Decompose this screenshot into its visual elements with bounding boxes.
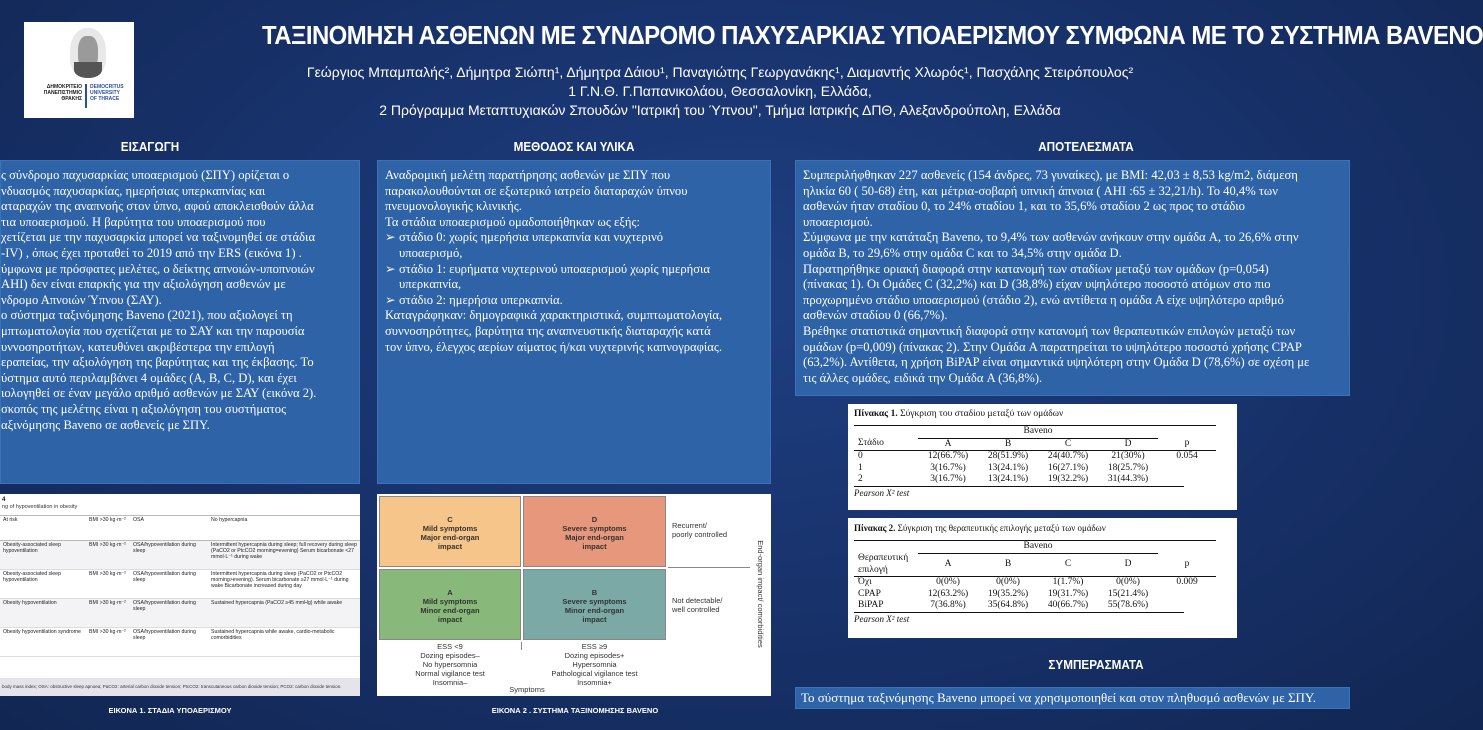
methods-line: πνευμονολογικής κλινικής. bbox=[385, 199, 522, 214]
table-group-header: Baveno bbox=[918, 426, 1158, 439]
intro-line: ιολογηθεί σε έναν μεγάλο αριθμό ασθενών με ΣΑΥ (εικόνα 2). bbox=[1, 386, 317, 401]
table-cell: OSA/hypoventilation during sleep bbox=[130, 541, 208, 570]
logo-divider bbox=[85, 84, 87, 108]
table-column-header: p bbox=[1158, 438, 1216, 451]
intro-line: νδρομο Απνοιών Ύπνου (ΣΑΥ). bbox=[1, 292, 162, 307]
table-cell: 0(0%) bbox=[1116, 577, 1140, 587]
quadrant-a-line-3: impact bbox=[437, 615, 463, 624]
results-line: ομάδων (p=0,009) (πίνακας 2). Στην Ομάδα A παρατηρείται το υψηλότερο ποσοστό χρήσης CPAP bbox=[803, 339, 1302, 354]
quadrant-a-line-1: Mild symptoms bbox=[422, 597, 478, 606]
intro-line: τια υποαερισμού. Η βαρύτητα του υποαερισμού που bbox=[1, 214, 266, 229]
results-line: Παρατηρήθηκε οριακή διαφορά στην κατανομή των σταδίων μεταξύ των ομάδων (p=0,054) bbox=[803, 261, 1269, 276]
quadrant-b bbox=[523, 569, 666, 640]
table-cell: 0.054 bbox=[1176, 451, 1198, 461]
figure-2-right-axis-label: End-organ impact/ comorbidities bbox=[756, 540, 765, 648]
quadrant-a bbox=[379, 569, 521, 640]
table-1-panel bbox=[848, 404, 1237, 510]
table-cell: 3(16.7%) bbox=[930, 474, 966, 484]
author-block bbox=[150, 63, 1290, 120]
logo-text-english: DEMOCRITUS UNIVERSITY OF THRACE bbox=[90, 84, 124, 102]
quadrant-d bbox=[523, 496, 666, 567]
table-2-footnote: Pearson X² test bbox=[854, 612, 1184, 624]
methods-line: Αναδρομική μελέτη παρατήρησης ασθενών με ΣΠΥ που bbox=[385, 168, 671, 182]
results-line: (63,2%). Αντίθετα, η χρήση BiPAP είναι σημαντικά υψηλότερη στην Ομάδα D (78,6%) σε σχέση με bbox=[803, 355, 1310, 370]
affiliation-1: 1 Γ.Ν.Θ. Γ.Παπανικολάου, Θεσσαλονίκη, Ελλάδα, bbox=[568, 83, 872, 99]
table-column-header: p bbox=[1158, 553, 1216, 577]
quadrant-c-line-2: Major end-organ bbox=[420, 533, 480, 542]
table-cell: Obesity hypoventilation bbox=[0, 599, 86, 628]
figure-1-label: 4 bbox=[2, 497, 6, 503]
figure-2-caption: ΕΙΚΟΝΑ 2 . ΣΥΣΤΗΜΑ ΤΑΞΙΝΟΜΗΣΗΣ BAVENO bbox=[491, 706, 659, 715]
figure-2-divider-bottom bbox=[521, 642, 522, 650]
intro-line: μπτωματολογία που σχετίζεται με το ΣΑΥ και την παρουσία bbox=[1, 323, 305, 338]
methods-line: συννοσηρότητες, βαρύτητα της αναπνευστικής διαταραχής κατά bbox=[385, 323, 711, 338]
methods-line: τον ύπνο, έλεγχος αερίων αίματος ή/και νυχτερινής καπνογραφίας. bbox=[385, 339, 723, 354]
results-heading: ΑΠΟΤΕΛΕΣΜΑΤΑ bbox=[1038, 139, 1134, 154]
table-row bbox=[0, 541, 360, 570]
figure-2-bottom-left-label: ESS <9 Dozing episodes– No hypersomnia Normal vigilance test Insomnia– bbox=[415, 642, 485, 687]
table-cell: BMI >30 kg·m⁻² bbox=[86, 599, 130, 628]
table-cell: 12(63.2%) bbox=[927, 588, 969, 599]
quadrant-b-line-1: Severe symptoms bbox=[562, 597, 627, 606]
quadrant-a-line-2: Minor end-organ bbox=[420, 606, 480, 615]
intro-line: σκοπός της μελέτης είναι η αξιολόγηση του συστήματος bbox=[1, 401, 287, 416]
logo-text-greek: ΔΗΜΟΚΡΙΤΕΙΟ ΠΑΝΕΠΙΣΤΗΜΙΟ ΘΡΑΚΗΣ bbox=[43, 84, 82, 102]
table-row bbox=[854, 577, 1216, 589]
intro-line: ύστημα αυτό περιλαμβάνει 4 ομάδες (A, B, C, D), και έχει bbox=[1, 370, 297, 385]
table-cell: OSA/hypoventilation during sleep bbox=[130, 570, 208, 599]
results-line: ασθενών ήταν σταδίου 0, το 24% σταδίου 1, και το 35,6% σταδίου 2 ως προς το στάδιο bbox=[803, 199, 1245, 214]
quadrant-a-label: A bbox=[447, 588, 453, 597]
table-cell bbox=[1158, 463, 1216, 475]
methods-bullet-line: στάδιο 2: ημερήσια υπερκαπνία. ➢ bbox=[385, 292, 563, 307]
table-cell: 0(0%) bbox=[996, 577, 1020, 587]
table-cell: Intermittent hypercapnia during sleep; full recovery during sleep (PaCO2 or PtcCO2 morning=evening) Serum bicarbonate <27 mmol·L⁻¹ during wake bbox=[208, 541, 360, 570]
table-cell: 15(21.4%) bbox=[1107, 588, 1149, 599]
methods-bullet-line: στάδιο 1: ευρήματα νυχτερινού υποαερισμού χωρίς ημερήσια ➢ bbox=[385, 261, 710, 276]
quadrant-c-line-1: Mild symptoms bbox=[422, 524, 478, 533]
table-cell bbox=[1158, 589, 1216, 601]
intro-line: -IV) , όπως έχει προταθεί το 2019 από την ERS (εικόνα 1) . bbox=[1, 245, 302, 260]
table-header-row bbox=[854, 553, 1216, 577]
figure-2-divider-right bbox=[668, 567, 750, 568]
table-cell: OSA/hypoventilation during sleep bbox=[130, 628, 208, 657]
table-2-panel bbox=[848, 518, 1237, 638]
table-cell: 55(78.6%) bbox=[1107, 600, 1149, 610]
methods-text bbox=[385, 168, 770, 355]
table-cell: 24(40.7%) bbox=[1047, 451, 1089, 461]
democritus-beard-icon bbox=[74, 62, 102, 78]
table-cell: Sustained hypercapnia (PaCO2 ≥45 mmHg) while awake bbox=[208, 599, 360, 628]
table-row-header: Στάδιο bbox=[854, 438, 918, 451]
figure-1-footnote: body mass index; OSA: obstructive sleep apnoea; PaCO2: arterial carbon dioxide tension; PtcCO2: transcutaneous carbon dioxide tension; PCO2: carbon dioxide tension. bbox=[0, 678, 360, 696]
intro-line: εραπείας, την αξιολόγηση της βαρύτητας και της έκβασης. Το bbox=[1, 355, 314, 370]
figure-1-hypoventilation-stages bbox=[0, 494, 360, 696]
table-cell: 19(31.7%) bbox=[1047, 588, 1089, 599]
table-cell: 18(25.7%) bbox=[1107, 462, 1149, 473]
bullet-arrow-icon: ➢ bbox=[385, 230, 396, 245]
figure-1-subtitle: ng of hypoventilation in obesity bbox=[0, 503, 360, 516]
table-cell: Obesity-associated sleep hypoventilation bbox=[0, 541, 86, 570]
results-text bbox=[803, 168, 1349, 386]
table-row bbox=[854, 463, 1216, 475]
results-line: τις άλλες ομάδες, ειδικά την Ομάδα A (36,8%). bbox=[803, 370, 1043, 385]
table-blank-cell bbox=[1158, 541, 1216, 554]
figure-2-right-bottom-label: Not detectable/ well controlled bbox=[672, 596, 723, 614]
table-column-header: C bbox=[1038, 553, 1098, 577]
table-cell: 31(44.3%) bbox=[1107, 474, 1149, 484]
quadrant-c-label: C bbox=[447, 515, 453, 524]
methods-line: Τα στάδια υποαερισμού ομαδοποιήθηκαν ως εξής: bbox=[385, 214, 640, 229]
table-cell: 0(0%) bbox=[936, 577, 960, 587]
quadrant-c bbox=[379, 496, 521, 567]
table-1 bbox=[854, 425, 1216, 486]
bullet-arrow-icon: ➢ bbox=[385, 261, 396, 276]
table-cell: 0 bbox=[858, 451, 863, 461]
table-column-header: B bbox=[978, 553, 1038, 577]
table-cell: 2 bbox=[858, 474, 863, 484]
quadrant-b-label: B bbox=[591, 588, 598, 597]
table-row bbox=[0, 599, 360, 628]
table-2-title: Πίνακας 2. Σύγκριση της θεραπευτικής επιλογής μεταξύ των ομάδων bbox=[854, 523, 1106, 533]
results-line: Σύμφωνα με την κατάταξη Baveno, το 9,4% των ασθενών ανήκουν στην ομάδα A, το 26,6% στην bbox=[803, 230, 1299, 245]
methods-line: παρακολουθούνται σε εξωτερικό ιατρείο διαταραχών ύπνου bbox=[385, 183, 688, 198]
results-line: ηλικία 60 ( 50-68) έτη, και μέτρια-σοβαρή υπνική άπνοια ( AHI :65 ± 32,21/h). Το 40,4% των bbox=[803, 183, 1278, 198]
figure-1-table bbox=[0, 516, 360, 657]
table-column-header: D bbox=[1098, 553, 1158, 577]
row-header-line: επιλογή bbox=[858, 564, 888, 575]
table-cell: 21(30%) bbox=[1111, 451, 1145, 461]
table-cell: BMI >30 kg·m⁻² bbox=[86, 541, 130, 570]
results-line: προχωρημένο στάδιο υποαερισμού (στάδιο 2), ενώ αντίθετα η ομάδα A είχε υψηλότερο αριθμό bbox=[803, 292, 1284, 307]
quadrant-d-line-1: Severe symptoms bbox=[562, 524, 627, 533]
methods-heading: ΜΕΘΟΔΟΣ ΚΑΙ ΥΛΙΚΑ bbox=[513, 139, 635, 154]
table-1-title: Πίνακας 1. Σύγκριση του σταδίου μεταξύ των ομάδων bbox=[854, 409, 1064, 419]
table-row bbox=[0, 628, 360, 657]
intro-line: AHI) δεν είναι επαρκής για την αξιολόγηση ασθενών με bbox=[1, 277, 286, 292]
table-cell: 13(24.1%) bbox=[987, 474, 1029, 484]
intro-line: ς σύνδρομο παχυσαρκίας υποαερισμού (ΣΠΥ) ορίζεται ο bbox=[1, 168, 290, 182]
table-cell: 0.009 bbox=[1176, 577, 1198, 587]
university-logo bbox=[24, 22, 134, 118]
results-line: Βρέθηκε στατιστικά σημαντική διαφορά στην κατανομή των θεραπευτικών επιλογών μεταξύ των bbox=[803, 323, 1296, 338]
table-row bbox=[0, 570, 360, 599]
table-row bbox=[854, 474, 1216, 486]
table-1-footnote: Pearson X² test bbox=[854, 486, 1184, 498]
header-cell: OSA bbox=[130, 516, 208, 541]
intro-line: νδυασμός παχυσαρκίας, ημερήσιας υπερκαπνίας και bbox=[1, 183, 266, 198]
table-cell: 7(36.8%) bbox=[930, 600, 966, 610]
table-column-header: C bbox=[1038, 438, 1098, 451]
row-header-line: Θεραπευτική bbox=[858, 553, 909, 563]
table-column-header: B bbox=[978, 438, 1038, 451]
table-blank-cell bbox=[1158, 426, 1216, 439]
table-cell: CPAP bbox=[858, 588, 881, 599]
intro-line: αταραχών της αναπνοής στον ύπνο, αφού αποκλεισθούν άλλα bbox=[1, 199, 314, 214]
table-cell: 3(16.7%) bbox=[930, 462, 966, 473]
table-cell: 35(64.8%) bbox=[987, 600, 1029, 610]
results-box bbox=[795, 160, 1350, 396]
intro-line: ύμφωνα με πρόσφατες μελέτες, ο δείκτης απνοιών-υποπνοιών bbox=[1, 261, 315, 276]
table-cell: 1 bbox=[858, 462, 863, 473]
table-cell: 40(66.7%) bbox=[1047, 600, 1089, 610]
results-line: ομάδα B, το 29,6% στην ομάδα C και το 34,5% στην ομάδα D. bbox=[803, 245, 1122, 260]
table-cell: Obesity hypoventilation syndrome bbox=[0, 628, 86, 657]
table-header-row bbox=[854, 438, 1216, 451]
quadrant-b-line-3: impact bbox=[582, 615, 607, 624]
table-row bbox=[854, 451, 1216, 463]
table-cell bbox=[1158, 600, 1216, 612]
figure-1-caption: ΕΙΚΟΝΑ 1. ΣΤΑΔΙΑ ΥΠΟΑΕΡΙΣΜΟΥ bbox=[108, 706, 232, 715]
quadrant-d-line-3: impact bbox=[582, 542, 607, 551]
affiliation-2: 2 Πρόγραμμα Μεταπτυχιακών Σπουδών "Ιατρική του Ύπνου", Τμήμα Ιατρικής ΔΠΘ, Αλεξανδρούπολη, Ελλάδα bbox=[379, 102, 1061, 118]
table-blank-cell bbox=[854, 541, 918, 554]
table-cell: 16(27.1%) bbox=[1047, 462, 1089, 473]
conclusions-heading: ΣΥΜΠΕΡΑΣΜΑΤΑ bbox=[1048, 657, 1144, 672]
methods-bullet-line: στάδιο 0: χωρίς ημερήσια υπερκαπνία και νυχτερινό ➢ bbox=[385, 230, 664, 245]
table-cell: Obesity-associated sleep hypoventilation bbox=[0, 570, 86, 599]
table-cell: OSA/hypoventilation during sleep bbox=[130, 599, 208, 628]
table-row bbox=[854, 600, 1216, 612]
intro-line: χετίζεται με την παχυσαρκία μπορεί να ταξινομηθεί σε στάδια bbox=[1, 230, 316, 245]
results-line: Συμπεριλήφθηκαν 227 ασθενείς (154 άνδρες, 73 γυναίκες), με BMI: 42,03 ± 8,53 kg/m2, διάμεση bbox=[803, 168, 1298, 182]
table-cell bbox=[1158, 474, 1216, 486]
table-row bbox=[854, 589, 1216, 601]
results-line: ασθενών σταδίου 0 (66,7%). bbox=[803, 308, 948, 323]
header-cell: At risk bbox=[0, 516, 86, 541]
quadrant-d-label: D bbox=[591, 515, 598, 524]
table-column-header: D bbox=[1098, 438, 1158, 451]
intro-line: υννοσηροτήτων, κατευθύνει ακριβέστερα την επιλογή bbox=[1, 339, 275, 354]
figure-2-bottom-axis-label: Symptoms bbox=[509, 685, 545, 694]
intro-text bbox=[1, 168, 359, 433]
intro-box bbox=[0, 160, 360, 484]
quadrant-c-line-3: impact bbox=[437, 542, 463, 551]
table-cell: 12(66.7%) bbox=[927, 451, 969, 461]
table-row-header bbox=[854, 553, 918, 577]
poster-title: ΤΑΞΙΝΟΜΗΣΗ ΑΣΘΕΝΩΝ ΜΕ ΣΥΝΔΡΟΜΟ ΠΑΧΥΣΑΡΚΙΑΣ ΥΠΟΑΕΡΙΣΜΟΥ ΣΥΜΦΩΝΑ ΜΕ ΤΟ ΣΥΣΤΗΜΑ BAVENO bbox=[262, 20, 1483, 50]
methods-box bbox=[377, 160, 771, 484]
table-header-row bbox=[0, 516, 360, 541]
table-cell: BMI >30 kg·m⁻² bbox=[86, 570, 130, 599]
intro-heading: ΕΙΣΑΓΩΓΗ bbox=[120, 139, 180, 154]
table-2 bbox=[854, 540, 1216, 612]
results-line: (πίνακας 1). Οι Ομάδες C (32,2%) και D (38,8%) είχαν υψηλότερο ποσοστό ατόμων στο πιο bbox=[803, 277, 1271, 292]
table-cell: Sustained hypercapnia while awake, cardio-metabolic comorbidities bbox=[208, 628, 360, 657]
figure-2-baveno-system bbox=[377, 494, 771, 696]
methods-bullet-line: υποαερισμό, bbox=[399, 245, 463, 260]
header-cell: No hypercapnia bbox=[208, 516, 360, 541]
header-cell: BMI >30 kg·m⁻² bbox=[86, 516, 130, 541]
intro-line: αξινόμησης Baveno σε ασθενείς με ΣΠΥ. bbox=[1, 417, 210, 432]
authors: Γεώργιος Μπαμπαλής², Δήμητρα Σιώπη¹, Δήμητρα Δάιου¹, Παναγιώτης Γεωργανάκης¹, Διαμαντής Χλωρός¹, Πασχάλης Στειρόπουλος² bbox=[306, 64, 1134, 80]
conclusions-box: Το σύστημα ταξινόμησης Baveno μπορεί να χρησιμοποιηθεί και στον πληθυσμό ασθενών με ΣΠΥ. bbox=[795, 687, 1350, 709]
methods-bullet-line: υπερκαπνία, bbox=[399, 277, 462, 292]
figure-2-bottom-right-label: ESS ≥9 Dozing episodes+ Hypersomnia Pathological vigilance test Insomnia+ bbox=[551, 642, 638, 687]
table-group-header-row bbox=[854, 426, 1216, 439]
table-blank-cell bbox=[854, 426, 918, 439]
quadrant-d-line-2: Major end-organ bbox=[565, 533, 624, 542]
table-cell: 19(32.2%) bbox=[1047, 474, 1089, 484]
methods-line: Καταγράφηκαν: δημογραφικά χαρακτηριστικά, συμπτωματολογία, bbox=[385, 308, 723, 323]
bullet-arrow-icon: ➢ bbox=[385, 292, 396, 307]
table-cell: 19(35.2%) bbox=[987, 588, 1029, 599]
table-group-header-row bbox=[854, 541, 1216, 554]
table-column-header: A bbox=[918, 438, 978, 451]
table-group-header: Baveno bbox=[918, 541, 1158, 554]
table-cell: 13(24.1%) bbox=[987, 462, 1029, 473]
table-cell: 28(51.9%) bbox=[987, 451, 1029, 461]
results-line: υποαερισμού. bbox=[803, 214, 873, 229]
table-cell: BMI >30 kg·m⁻² bbox=[86, 628, 130, 657]
intro-line: ο σύστημα ταξινόμησης Baveno (2021), που αξιολογεί τη bbox=[1, 308, 293, 323]
table-cell: Intermittent hypercapnia during sleep (PaCO2 or PtcCO2 morning>evening). Serum bicarbonate ≥27 mmol·L⁻¹ during wake Bicarbonate increased during day bbox=[208, 570, 360, 599]
table-cell: 1(1.7%) bbox=[1052, 577, 1084, 587]
table-cell: BiPAP bbox=[858, 600, 884, 610]
figure-2-right-top-label: Recurrent/ poorly controlled bbox=[672, 521, 728, 539]
table-column-header: A bbox=[918, 553, 978, 577]
quadrant-b-line-2: Minor end-organ bbox=[564, 606, 625, 615]
table-cell: Όχι bbox=[858, 577, 872, 587]
